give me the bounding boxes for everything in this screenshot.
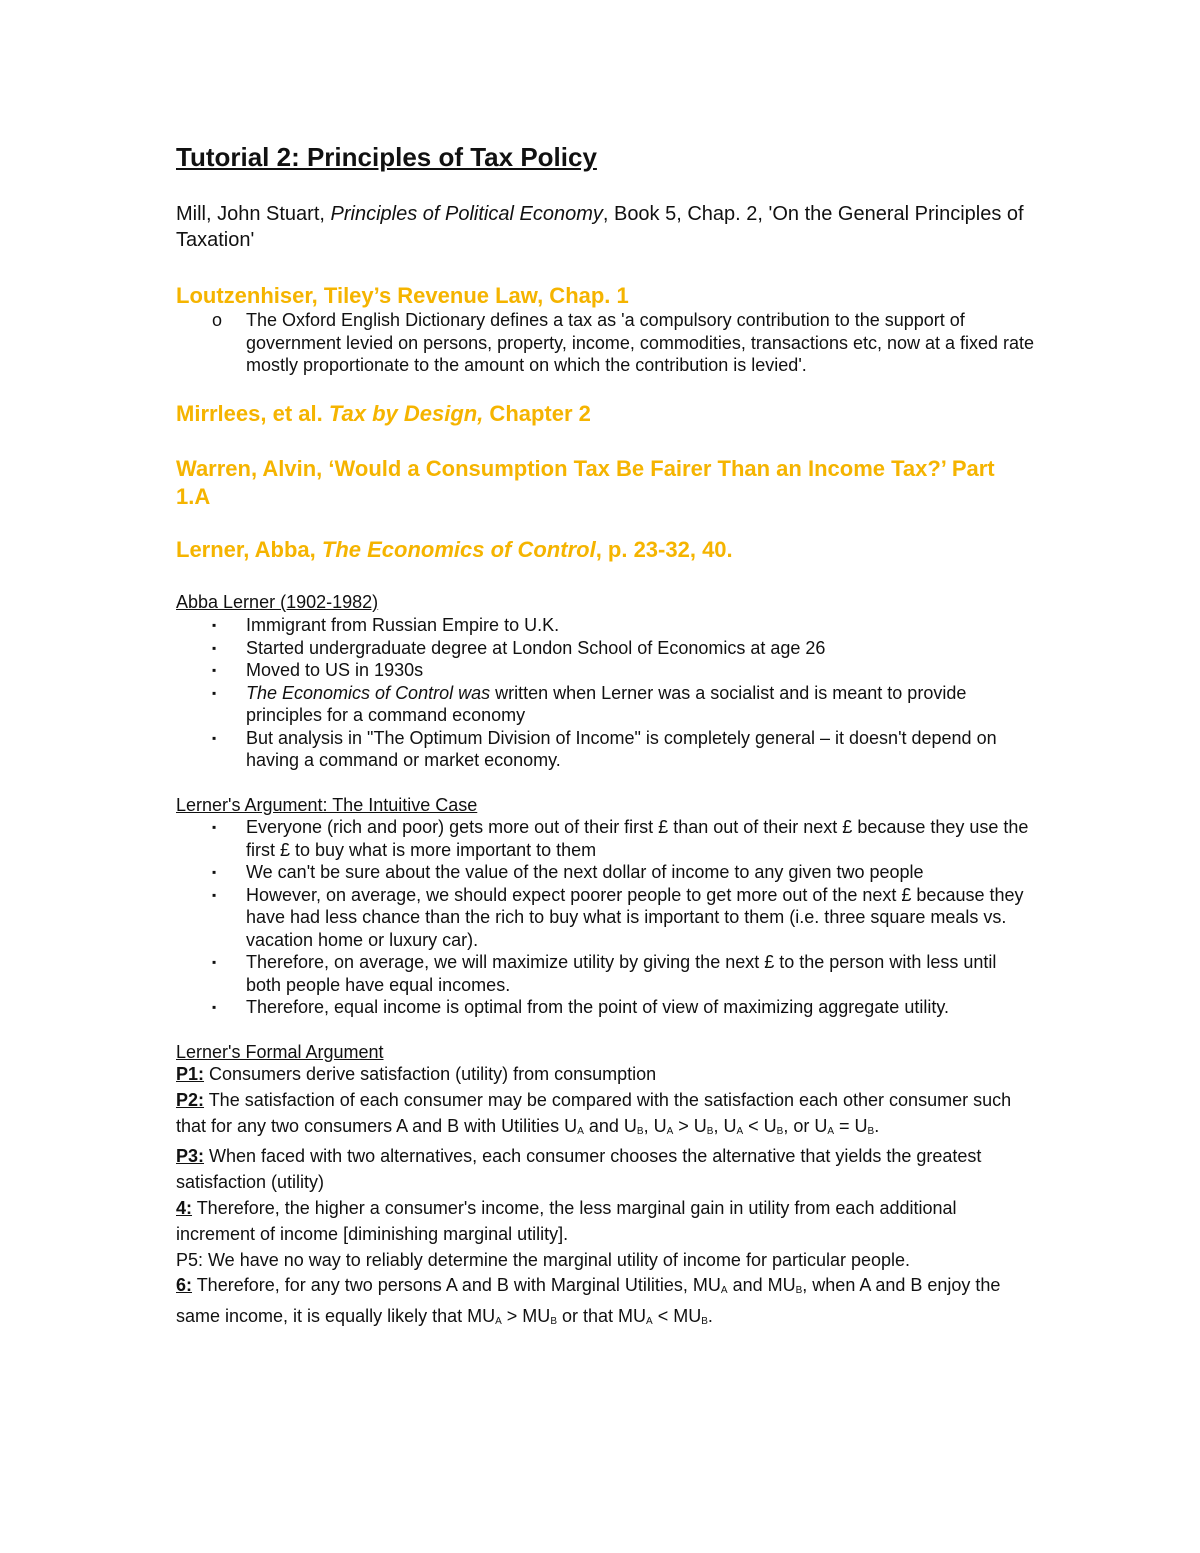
circle-bullet-icon: o	[212, 310, 223, 330]
square-bullet-icon: ▪	[212, 663, 217, 677]
reading-mirrlees: Mirrlees, et al. Tax by Design, Chapter 2	[176, 401, 591, 426]
reading-warren: Warren, Alvin, ‘Would a Consumption Tax Be Fairer Than an Income Tax?’ Part 1.A	[176, 456, 995, 509]
list-item: ▪ Moved to US in 1930s	[212, 660, 424, 680]
list-item: ▪ But analysis in "The Optimum Division of Income" is completely general – it doesn't depend on having a command or market economy.	[212, 727, 997, 770]
lerner-work: The Economics of Control	[321, 537, 596, 562]
list-item: ▪ Therefore, equal income is optimal from the point of view of maximizing aggregate utility.	[212, 997, 949, 1017]
loutzenhiser-list	[176, 309, 1036, 377]
list-item: ▪ We can't be sure about the value of the next dollar of income to any given two people	[212, 862, 924, 882]
list-item: ▪ Therefore, on average, we will maximize utility by giving the next £ to the person with less until both people have equal incomes.	[212, 952, 997, 995]
mill-work: Principles of Political Economy	[330, 203, 603, 225]
conclusion-4: 4: Therefore, the higher a consumer's income, the less marginal gain in utility from each additional increment of income [diminishing marginal utility].	[176, 1197, 957, 1244]
formal-argument	[176, 1062, 1026, 1335]
formal-heading: Lerner's Formal Argument	[176, 1042, 384, 1062]
intuitive-list	[176, 816, 1036, 1019]
mirrlees-work: Tax by Design,	[328, 401, 484, 426]
list-item: ▪ Everyone (rich and poor) gets more out of their first £ than out of their next £ because they use the first £ to buy what is more important to them	[212, 817, 1029, 860]
list-item: ▪ The Economics of Control was written when Lerner was a socialist and is meant to provide principles for a command economy	[212, 682, 967, 725]
square-bullet-icon: ▪	[212, 1000, 217, 1014]
list-item: ▪ Immigrant from Russian Empire to U.K.	[212, 615, 560, 635]
premise-1: P1: Consumers derive satisfaction (utility) from consumption	[176, 1064, 657, 1084]
reading-loutzenhiser-heading: Loutzenhiser, Tiley’s Revenue Law, Chap. 1	[176, 283, 629, 308]
list-item: o The Oxford English Dictionary defines a tax as 'a compulsory contribution to the support of government levied on persons, property, income, commodities, transactions etc, now at a fixed rate mostly proportionate to the amount on which the contribution is levied'.	[212, 310, 1035, 375]
page-title: Tutorial 2: Principles of Tax Policy	[176, 142, 597, 172]
square-bullet-icon: ▪	[212, 618, 217, 632]
conclusion-6: 6: Therefore, for any two persons A and B with Marginal Utilities, $MU_A$ and $MU_B$, when A and B enjoy the same income, it is equally likely that $MU_A > MU_B$ or that $MU_A < MU_B$.	[176, 1275, 1001, 1328]
bio-heading: Abba Lerner (1902-1982)	[176, 592, 379, 612]
square-bullet-icon: ▪	[212, 640, 217, 655]
square-bullet-icon: ▪	[212, 887, 217, 902]
premise-2: P2: The satisfaction of each consumer may be compared with the satisfaction each other consumer such that for any two consumers A and B with Utilities $U_A$ and $U_B$, $U_A > U_B$, $U_A < U_B$, or $U_A = U_B$.	[176, 1089, 1012, 1137]
reading-mill	[176, 201, 1036, 253]
square-bullet-icon: ▪	[212, 820, 217, 834]
premise-5: P5: We have no way to reliably determine the marginal utility of income for particular people.	[176, 1249, 911, 1270]
list-item: ▪ Started undergraduate degree at London School of Economics at age 26	[212, 637, 826, 658]
reading-lerner: Lerner, Abba, The Economics of Control, p. 23-32, 40.	[176, 537, 733, 562]
square-bullet-icon: ▪	[212, 955, 217, 969]
mill-author: Mill, John Stuart,	[176, 203, 331, 225]
square-bullet-icon: ▪	[212, 685, 217, 700]
square-bullet-icon: ▪	[212, 730, 217, 745]
list-item: ▪ However, on average, we should expect poorer people to get more out of the next £ because they have had less chance than the rich to buy what is important to them (i.e. three square meals vs. vacation home or luxury car).	[212, 884, 1024, 950]
mill-rest: , Book 5, Chap. 2, 'On the General Principles of Taxation'	[176, 203, 1024, 251]
intuitive-heading: Lerner's Argument: The Intuitive Case	[176, 795, 478, 815]
premise-3: P3: When faced with two alternatives, each consumer chooses the alternative that yields the greatest satisfaction (utility)	[176, 1146, 982, 1193]
square-bullet-icon: ▪	[212, 865, 217, 879]
bio-list	[176, 614, 1036, 772]
